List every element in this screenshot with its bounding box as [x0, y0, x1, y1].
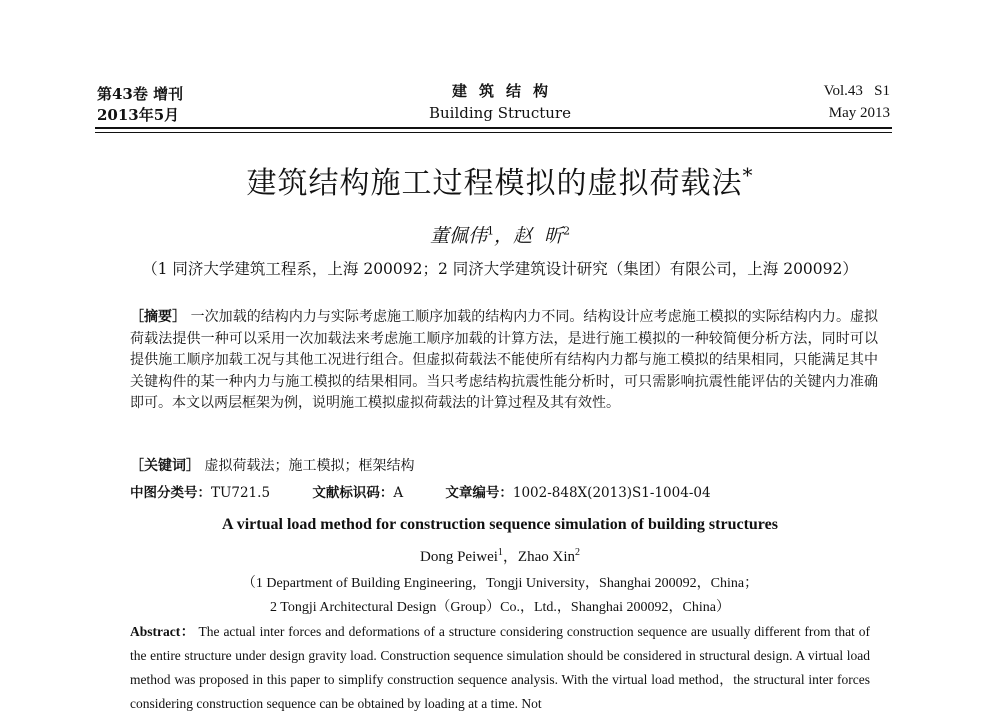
clc-label: 中图分类号：: [130, 485, 211, 501]
affiliation-en-line2: 2 Tongji Architectural Design（Group）Co.，Ltd.，Shanghai 200092，China）: [270, 600, 730, 615]
header-volume-en: [824, 80, 890, 124]
header-rule-thin: [95, 132, 892, 133]
paper-title-cn: [0, 158, 1000, 202]
header-date-cn: 2013年5月: [97, 106, 180, 124]
affiliation-cn: （1 同济大学建筑工程系，上海 200092；2 同济大学建筑设计研究（集团）有限公司，上海 200092）: [142, 260, 858, 278]
doc-code-value: A: [393, 485, 404, 501]
header-volume: 第43卷 增刊: [97, 85, 184, 103]
journal-name-en: Building Structure: [429, 104, 571, 122]
author2-en-affil: 2: [575, 547, 580, 558]
article-no-label: 文章编号：: [445, 485, 513, 501]
authors-en: [0, 545, 1000, 566]
abstract-en: [130, 620, 870, 716]
keywords-cn-text: 虚拟荷载法；施工模拟；框架结构: [204, 458, 415, 474]
abstract-cn-label: ［摘要］: [130, 309, 187, 325]
keywords-cn-label: ［关键词］: [130, 458, 200, 474]
article-no-value: 1002-848X(2013)S1-1004-04: [512, 485, 711, 501]
author2-en: Zhao Xin: [517, 549, 575, 565]
doc-code-label: 文献标识码：: [312, 485, 394, 501]
clc-value: TU721.5: [211, 485, 271, 501]
header-volume-info: [97, 84, 183, 126]
abstract-en-label: Abstract：: [130, 624, 195, 639]
affiliation-en-line1: （1 Department of Building Engineering，Tongji University，Shanghai 200092，China；: [241, 576, 759, 591]
authors-cn: [0, 221, 1000, 248]
author1-en-affil: 1: [497, 547, 503, 558]
paper-title-text: 建筑结构施工过程模拟的虚拟荷载法: [246, 166, 743, 201]
classification-line: [130, 481, 749, 501]
author2-cn-affil: 2: [563, 224, 571, 238]
header-rule-thick: [95, 127, 892, 129]
header-journal-name: [400, 80, 600, 124]
journal-name-cn: 建筑结构: [451, 82, 560, 100]
author2-cn: 赵 昕: [512, 225, 564, 247]
header-date-en: May 2013: [828, 105, 890, 121]
paper-title-en: A virtual load method for construction sequence simulation of building structures: [222, 516, 778, 533]
author-sep-en: ，: [502, 549, 518, 565]
keywords-cn: [130, 455, 414, 475]
author1-cn: 董佩伟: [429, 225, 487, 247]
author1-cn-affil: 1: [486, 224, 494, 238]
abstract-en-text: The actual inter forces and deformations of a structure considering construction sequence are usually different from that of the entire structure under design gravity load. Construction sequence simulation should be considered in structural design. A virtual load method was proposed in this paper to simplify construction sequence analysis. With the virtual load method，the structural inter forces considering construction sequence can be obtained by loading at a time. Not: [130, 624, 870, 711]
header-vol-issue: Vol.43 S1: [823, 83, 890, 99]
author1-en: Dong Peiwei: [419, 549, 498, 565]
abstract-cn-text: 一次加载的结构内力与实际考虑施工顺序加载的结构内力不同。结构设计应考虑施工模拟的实际结构内力。虚拟荷载法提供一种可以采用一次加载法来考虑施工顺序加载的计算方法，是进行施工模拟的一种较简便分析方法，同时可以提供施工顺序加载工况与其他工况进行组合。但虚拟荷载法不能使所有结构内力都与施工模拟的结果相同，只能满足其中关键构件的某一种内力与施工模拟的结果相同。当只考虑结构抗震性能分析时，可只需影响抗震性能评估的关键内力准确即可。本文以两层框架为例，说明施工模拟虚拟荷载法的计算过程及其有效性。: [130, 309, 879, 411]
abstract-cn: [130, 307, 878, 415]
title-footnote-mark: *: [742, 163, 754, 187]
author-sep-cn: ，: [493, 225, 513, 247]
